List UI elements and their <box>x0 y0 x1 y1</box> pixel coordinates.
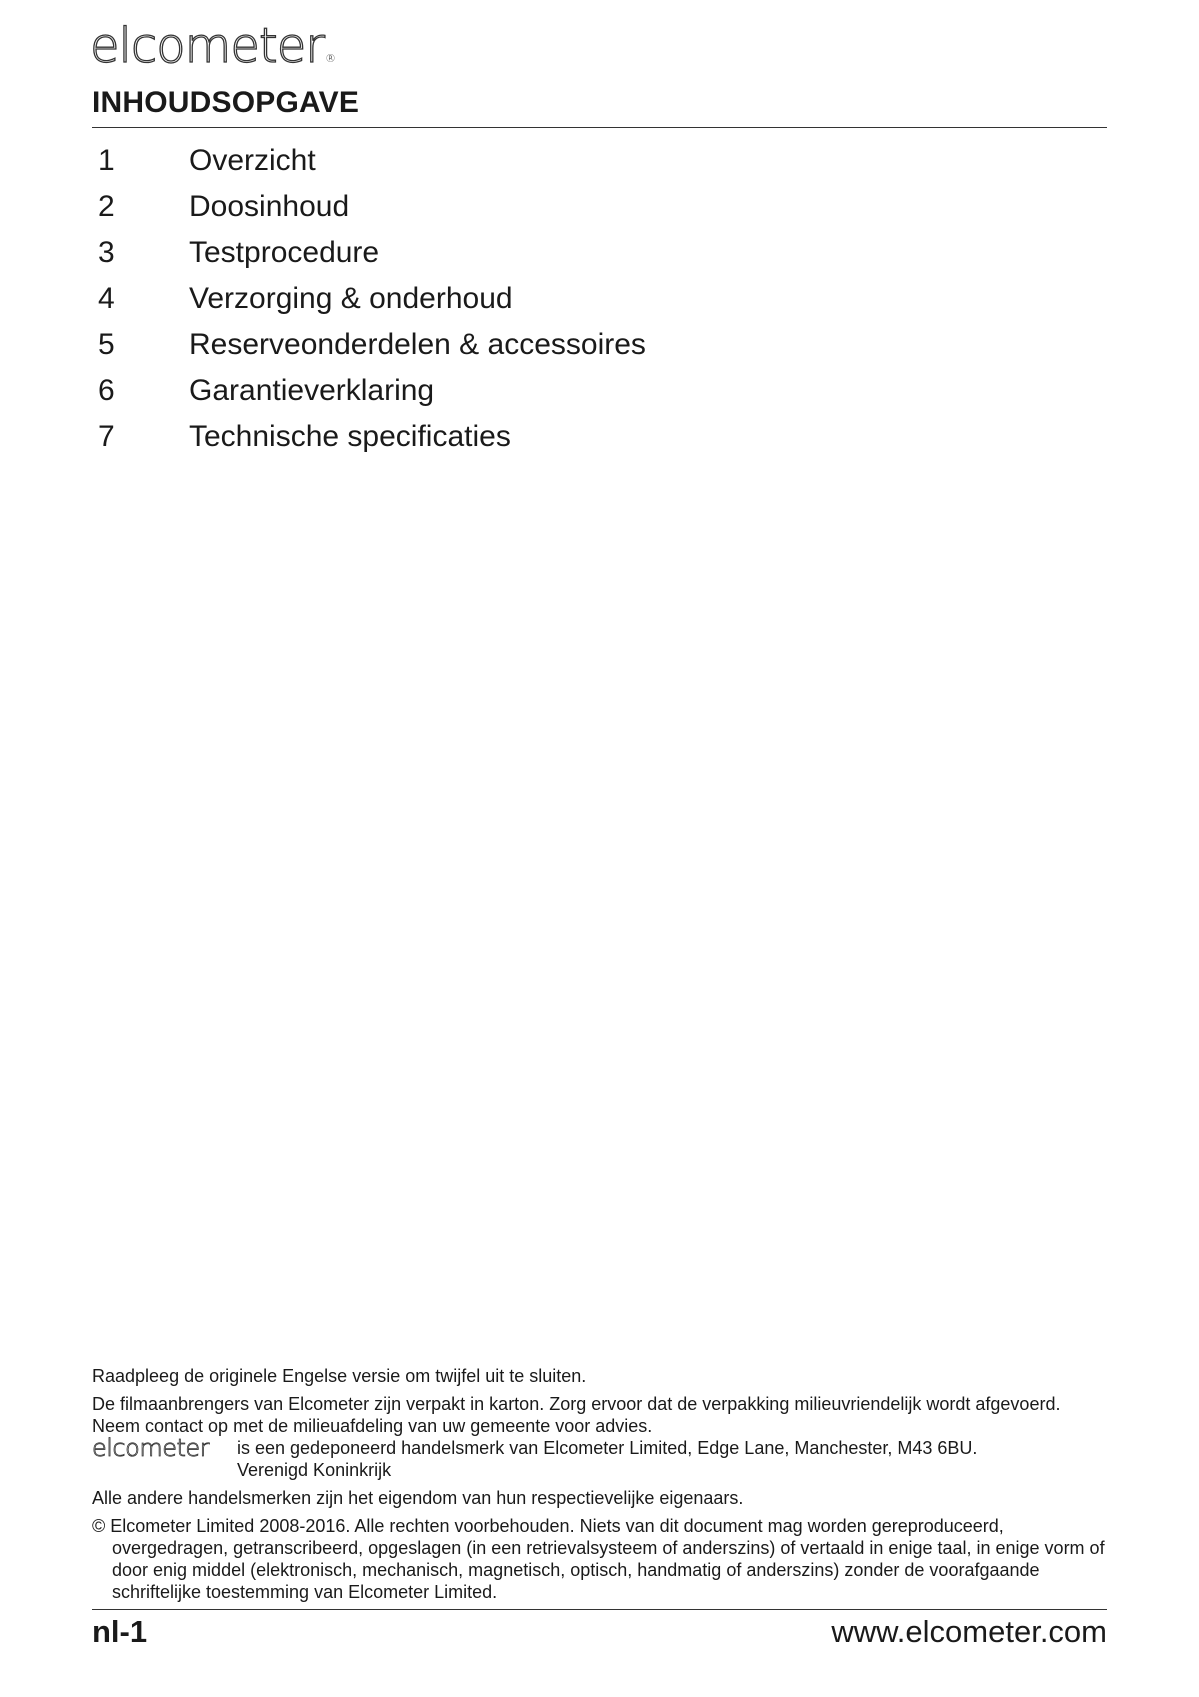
footer-divider <box>92 1609 1107 1610</box>
toc-label: Overzicht <box>189 144 316 177</box>
toc-item[interactable] <box>92 368 646 414</box>
registered-mark: ® <box>325 52 335 65</box>
table-of-contents <box>92 138 646 460</box>
toc-number: 5 <box>98 328 115 361</box>
website-link[interactable]: www.elcometer.com <box>831 1614 1107 1649</box>
toc-item[interactable] <box>92 230 646 276</box>
page-title: INHOUDSOPGAVE <box>92 86 360 119</box>
elcometer-logo <box>90 18 335 74</box>
trademark-text <box>237 1437 977 1481</box>
packaging-note: De filmaanbrengers van Elcometer zijn verpakt in karton. Zorg ervoor dat de verpakking milieuvriendelijk wordt afgevoerd. Neem contact op met de milieuafdeling van uw gemeente voor advies. <box>92 1394 1061 1436</box>
page-number: nl-1 <box>92 1614 148 1649</box>
toc-label: Doosinhoud <box>189 190 350 223</box>
header-divider <box>92 127 1107 128</box>
toc-number: 2 <box>98 190 115 223</box>
toc-number: 4 <box>98 282 115 315</box>
toc-number: 6 <box>98 374 115 407</box>
logo-text: elcometer <box>90 18 324 74</box>
toc-label: Testprocedure <box>189 236 380 269</box>
toc-item[interactable] <box>92 414 646 460</box>
trademark-country: Verenigd Koninkrijk <box>237 1460 392 1480</box>
toc-item[interactable] <box>92 322 646 368</box>
other-trademarks-note: Alle andere handelsmerken zijn het eigendom van hun respectievelijke eigenaars. <box>92 1488 744 1508</box>
toc-number: 3 <box>98 236 115 269</box>
toc-label: Verzorging & onderhoud <box>189 282 513 315</box>
copyright-first-line: © Elcometer Limited 2008-2016. Alle rechten voorbehouden. Niets van dit document mag worden gereproduceerd, <box>92 1516 1004 1536</box>
trademark-line: is een gedeponeerd handelsmerk van Elcometer Limited, Edge Lane, Manchester, M43 6BU. <box>237 1438 978 1458</box>
toc-label: Reserveonderdelen & accessoires <box>189 328 646 361</box>
trademark-notice <box>92 1434 1107 1481</box>
copyright-notice <box>92 1515 1107 1603</box>
elcometer-small-logo: elcometer <box>92 1434 209 1462</box>
copyright-body: overgedragen, getranscribeerd, opgeslagen (in een retrievalsysteem of anderszins) of vertaald in enige taal, in enige vorm of door enig middel (elektronisch, mechanisch, magnetisch, optisch, handmatig of anderszins) zonder de voorafgaande schriftelijke toestemming van Elcometer Limited. <box>112 1538 1105 1602</box>
toc-item[interactable] <box>92 276 646 322</box>
english-version-note: Raadpleeg de originele Engelse versie om twijfel uit te sluiten. <box>92 1366 587 1386</box>
toc-number: 7 <box>98 420 115 453</box>
toc-item[interactable] <box>92 184 646 230</box>
toc-item[interactable] <box>92 138 646 184</box>
toc-label: Garantieverklaring <box>189 374 435 407</box>
toc-label: Technische specificaties <box>189 420 511 453</box>
legal-footer <box>92 1365 1107 1603</box>
toc-number: 1 <box>98 144 115 177</box>
